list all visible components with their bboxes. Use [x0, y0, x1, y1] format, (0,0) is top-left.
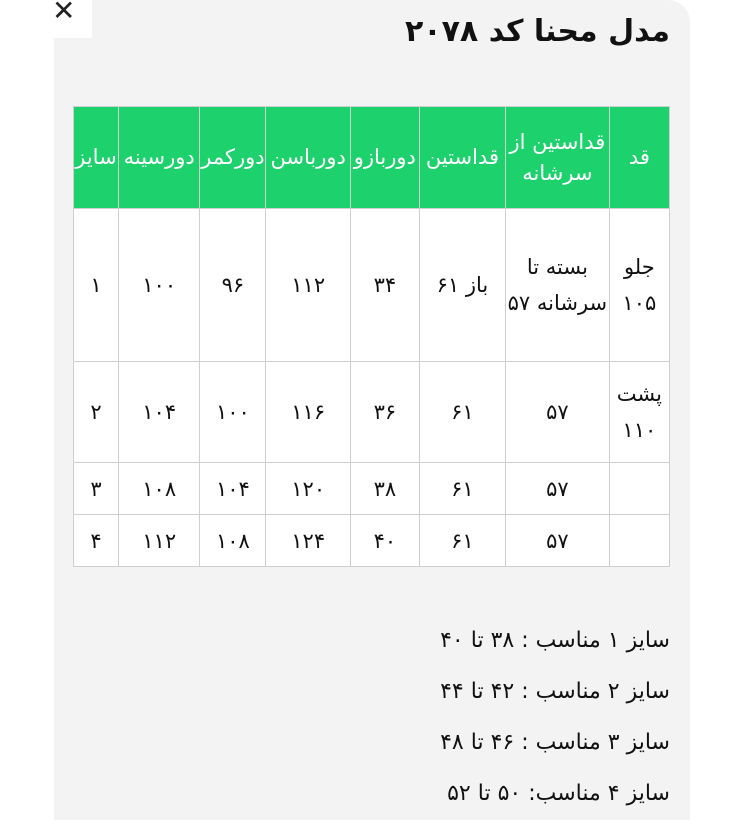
- header-sleeve-from-shoulder: قداستین از سرشانه: [506, 107, 610, 209]
- table-cell: ۳۶: [350, 362, 419, 463]
- table-cell: ۱۲۰: [266, 463, 351, 515]
- table-cell: [609, 463, 669, 515]
- table-cell: ۵۷: [506, 515, 610, 567]
- table-cell: ۶۱: [419, 515, 505, 567]
- table-row: [74, 362, 670, 463]
- table-cell: ۴: [74, 515, 119, 567]
- size-note: سایز ۲ مناسب : ۴۲ تا ۴۴: [440, 679, 670, 704]
- table-cell: ۱۰۸: [200, 515, 266, 567]
- table-cell: ۶۱: [419, 362, 505, 463]
- table-row: [74, 515, 670, 567]
- size-note: سایز ۴ مناسب: ۵۰ تا ۵۲: [447, 781, 670, 806]
- table-cell: ۱۲۴: [266, 515, 351, 567]
- table-cell: ۹۶: [200, 209, 266, 362]
- table-cell: جلو ۱۰۵: [609, 209, 669, 362]
- size-notes: [440, 624, 670, 828]
- size-note: سایز ۱ مناسب : ۳۸ تا ۴۰: [440, 628, 670, 653]
- table-cell: ۵۷: [506, 362, 610, 463]
- table-cell: بسته تا سرشانه ۵۷: [506, 209, 610, 362]
- table-cell: باز ۶۱: [419, 209, 505, 362]
- table-cell: ۱۰۴: [118, 362, 200, 463]
- header-size: سایز: [74, 107, 119, 209]
- table-cell: ۱۰۸: [118, 463, 200, 515]
- table-cell: ۳۴: [350, 209, 419, 362]
- table-cell: ۱۰۰: [200, 362, 266, 463]
- table-cell: ۱۱۶: [266, 362, 351, 463]
- header-waist: دورکمر: [200, 107, 266, 209]
- table-cell: ۵۷: [506, 463, 610, 515]
- header-hip: دورباسن: [266, 107, 351, 209]
- size-table: [73, 106, 670, 567]
- table-cell: پشت ۱۱۰: [609, 362, 669, 463]
- header-arm: دوربازو: [350, 107, 419, 209]
- table-cell: ۱۱۲: [266, 209, 351, 362]
- table-cell: ۱۰۴: [200, 463, 266, 515]
- page-title: مدل محنا کد ۲۰۷۸: [405, 14, 670, 49]
- table-cell: ۱: [74, 209, 119, 362]
- table-row: [74, 463, 670, 515]
- table-cell: ۶۱: [419, 463, 505, 515]
- table-cell: ۴۰: [350, 515, 419, 567]
- header-chest: دورسینه: [118, 107, 200, 209]
- size-note: سایز ۳ مناسب : ۴۶ تا ۴۸: [440, 730, 670, 755]
- header-sleeve: قداستین: [419, 107, 505, 209]
- table-cell: ۳: [74, 463, 119, 515]
- table-row: [74, 209, 670, 362]
- close-icon[interactable]: ✕: [52, 0, 76, 27]
- table-cell: [609, 515, 669, 567]
- table-header-row: [74, 107, 670, 209]
- table-cell: ۱۱۲: [118, 515, 200, 567]
- table-cell: ۳۸: [350, 463, 419, 515]
- header-height: قد: [609, 107, 669, 209]
- table-cell: ۱۰۰: [118, 209, 200, 362]
- table-cell: ۲: [74, 362, 119, 463]
